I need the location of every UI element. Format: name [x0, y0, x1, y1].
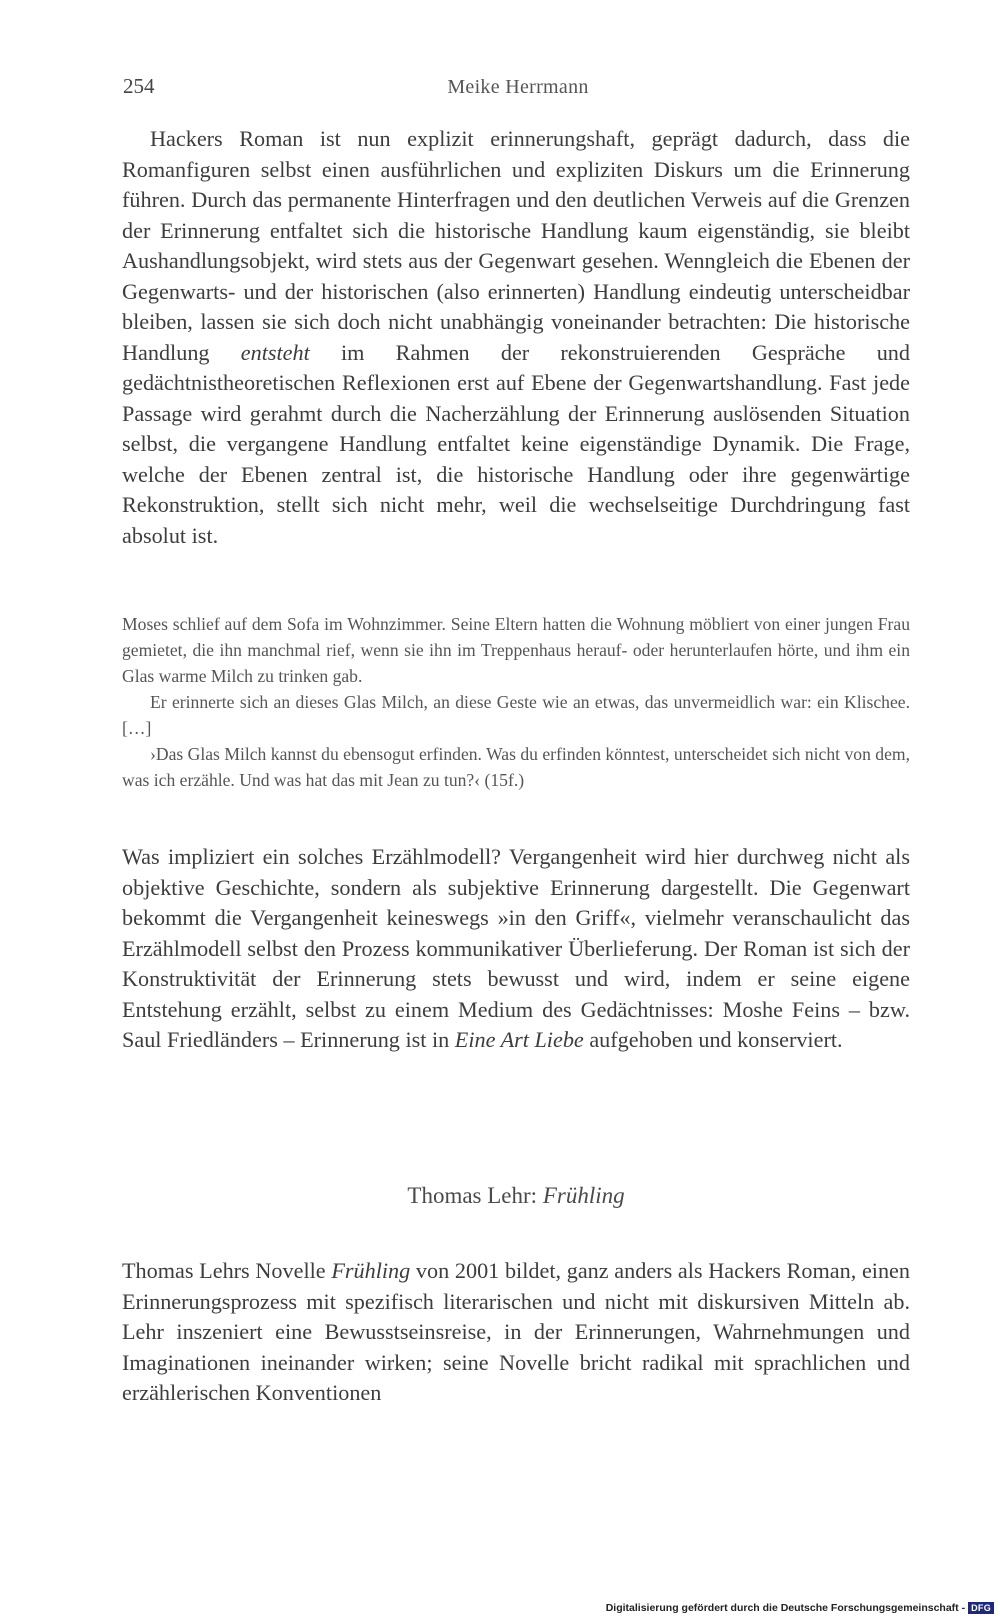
page-number: 254 [123, 74, 155, 98]
paragraph-2-italic: Eine Art Liebe [454, 1027, 584, 1052]
paragraph-2-text: Was impliziert ein solches Erzählmodell? Vergangenheit wird hier durchweg nicht als objektive Geschichte, sondern als subjektive Erinnerung dargestellt. Die Gegenwart bekommt die Vergangenheit keineswegs »in den Griff«, vielmehr veranschaulicht das Erzählmodell selbst den Prozess kommunikativer Überlieferung. Der Roman ist sich der Konstruktivität der Erinnerung stets bewusst und wird, indem er seine eigene Entstehung erzählt, selbst zu einem Medium des Gedächtnisses: Moshe Feins – bzw. Saul Friedländers – Erinnerung ist in [122, 844, 910, 1052]
section-heading [122, 1183, 910, 1209]
paragraph-1-text: Hackers Roman ist nun explizit erinnerungshaft, geprägt dadurch, dass die Romanfiguren selbst einen ausführlichen und expliziten Diskurs um die Erinnerung führen. Durch das permanente Hinterfragen und den deutlichen Verweis auf die Grenzen der Erinnerung entfaltet sich die historische Handlung kaum eigenständig, sie bleibt Aushandlungsobjekt, wird stets aus der Gegenwart gesehen. Wenngleich die Ebenen der Gegenwarts- und der historischen (also erinnerten) Handlung eindeutig unterscheidbar bleiben, lassen sie sich doch nicht unabhängig voneinander betrachten: Die historische Handlung [122, 126, 910, 365]
block-quote [122, 611, 910, 793]
page-header [123, 74, 913, 104]
footer-text: Digitalisierung gefördert durch die Deutsche Forschungsgemeinschaft - [605, 1602, 966, 1614]
section-heading-prefix: Thomas Lehr: [407, 1183, 543, 1208]
digitization-footer [606, 1602, 994, 1614]
paragraph-1 [122, 124, 910, 551]
paragraph-1-italic: entsteht [240, 339, 310, 365]
paragraph-2-text-after: aufgehoben und konserviert. [583, 1027, 843, 1052]
paragraph-3 [122, 1256, 910, 1409]
quote-paragraph-1: Moses schlief auf dem Sofa im Wohnzimmer. Seine Eltern hatten die Wohnung möbliert von einer jungen Frau gemietet, die ihn manchmal rief, wenn sie ihn im Treppenhaus herauf- oder herunterlaufen hörte, und ihm ein Glas warme Milch zu trinken gab. [122, 614, 910, 686]
quote-paragraph-3: ›Das Glas Milch kannst du ebensogut erfinden. Was du erfinden könntest, unterscheidet sich nicht von dem, was ich erzähle. Und was hat das mit Jean zu tun?‹ (15f.) [122, 744, 910, 790]
running-head: Meike Herrmann [447, 76, 589, 98]
paragraph-2 [122, 842, 910, 1056]
section-heading-italic: Frühling [542, 1183, 625, 1208]
quote-paragraph-2: Er erinnerte sich an dieses Glas Milch, an diese Geste wie an etwas, das unvermeidlich war: ein Klischee. […] [122, 692, 910, 738]
dfg-logo: DFG [968, 1602, 994, 1614]
paragraph-3-text: Thomas Lehrs Novelle [122, 1258, 332, 1283]
paragraph-3-text-after: von 2001 bildet, ganz anders als Hackers Roman, einen Erinnerungsprozess mit spezifisch literarischen und nicht mit diskursiven Mitteln ab. Lehr inszeniert eine Bewusstseinsreise, in der Erinnerungen, Wahrnehmungen und Imaginationen ineinander wirken; seine Novelle bricht radikal mit sprachlichen und erzählerischen Konventionen [122, 1258, 910, 1405]
paragraph-3-italic: Frühling [331, 1258, 411, 1283]
paragraph-1-text-after: im Rahmen der rekonstruierenden Gespräche und gedächtnistheoretischen Reflexionen erst auf Ebene der Gegenwartshandlung. Fast jede Passage wird gerahmt durch die Nacherzählung der Erinnerung auslösenden Situation selbst, die vergangene Handlung entfaltet keine eigenständige Dynamik. Die Frage, welche der Ebenen zentral ist, die historische Handlung oder ihre gegenwärtige Rekonstruktion, stellt sich nicht mehr, weil die wechselseitige Durchdringung fast absolut ist. [122, 339, 910, 548]
